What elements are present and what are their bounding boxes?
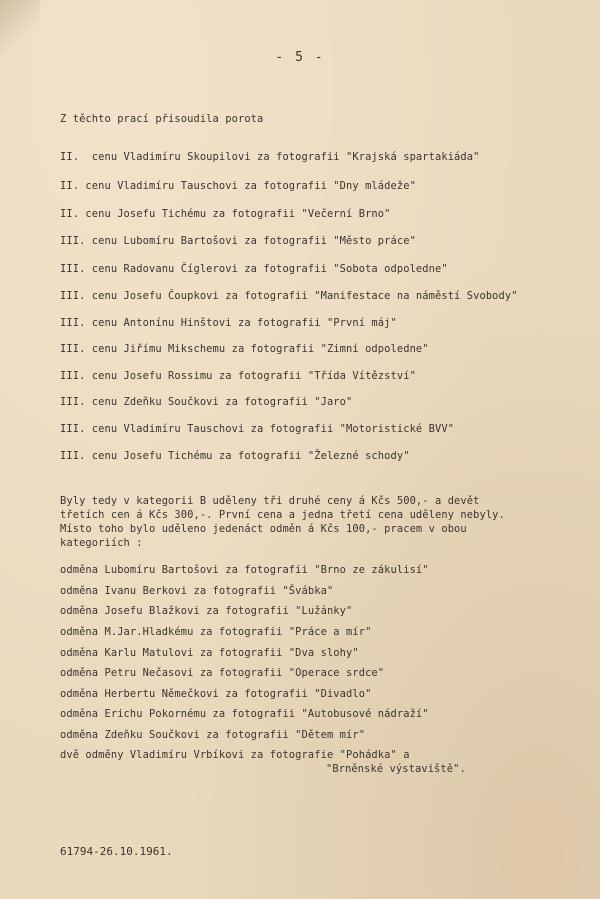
summary-line: třetích cen á Kčs 300,-. První cena a jedna třetí cena uděleny nebyly. (60, 509, 505, 521)
summary-line: Byly tedy v kategorii B uděleny tři druhé ceny á Kčs 500,- a devět (60, 495, 480, 507)
document-reference: 61794-26.10.1961. (60, 845, 173, 858)
honor-line: dvě odměny Vladimíru Vrbíkovi za fotografie "Pohádka" a (60, 749, 410, 761)
page-number: - 5 - (275, 50, 325, 65)
award-line: III. cenu Antonínu Hinštovi za fotografii "První máj" (60, 317, 397, 329)
award-line: III. cenu Josefu Čoupkovi za fotografii "Manifestace na náměstí Svobody" (60, 290, 518, 302)
honor-line: odměna Petru Nečasovi za fotografii "Operace srdce" (60, 667, 385, 679)
award-line: II. cenu Vladimíru Skoupilovi za fotografii "Krajská spartakiáda" (60, 151, 480, 163)
award-line: III. cenu Jiřímu Mikschemu za fotografii "Zimní odpoledne" (60, 343, 429, 355)
honor-line-continuation: "Brněnské výstaviště". (326, 763, 466, 775)
honor-line: odměna Karlu Matulovi za fotografii "Dva slohy" (60, 647, 359, 659)
honor-line: odměna Josefu Blažkovi za fotografii "Lužánky" (60, 605, 353, 617)
honor-line: odměna Ivanu Berkovi za fotografii "Švábka" (60, 585, 334, 597)
award-line: II. cenu Vladimíru Tauschovi za fotografii "Dny mládeže" (60, 180, 416, 192)
award-line: III. cenu Josefu Tichému za fotografii "Železné schody" (60, 450, 410, 462)
honor-line: odměna Zdeňku Součkovi za fotografii "Dětem mír" (60, 729, 366, 741)
award-line: III. cenu Vladimíru Tauschovi za fotografii "Motoristické BVV" (60, 423, 455, 435)
honor-line: odměna Erichu Pokornému za fotografii "Autobusové nádraží" (60, 708, 429, 720)
award-line: II. cenu Josefu Tichému za fotografii "Večerní Brno" (60, 208, 391, 220)
honor-line: odměna Lubomíru Bartošovi za fotografii "Brno ze zákulisí" (60, 564, 429, 576)
honor-line: odměna M.Jar.Hladkému za fotografii "Práce a mír" (60, 626, 372, 638)
intro-line: Z těchto prací přisoudila porota (60, 113, 264, 125)
award-line: III. cenu Zdeňku Součkovi za fotografii "Jaro" (60, 396, 353, 408)
award-line: III. cenu Josefu Rossimu za fotografii "Třída Vítězství" (60, 370, 416, 382)
award-line: III. cenu Radovanu Číglerovi za fotografii "Sobota odpoledne" (60, 263, 448, 275)
summary-line: Místo toho bylo uděleno jedenáct odměn á Kčs 100,- pracem v obou (60, 523, 467, 535)
honor-line: odměna Herbertu Němečkovi za fotografii "Divadlo" (60, 688, 372, 700)
summary-line: kategoriích : (60, 537, 143, 549)
award-line: III. cenu Lubomíru Bartošovi za fotografii "Město práce" (60, 235, 416, 247)
